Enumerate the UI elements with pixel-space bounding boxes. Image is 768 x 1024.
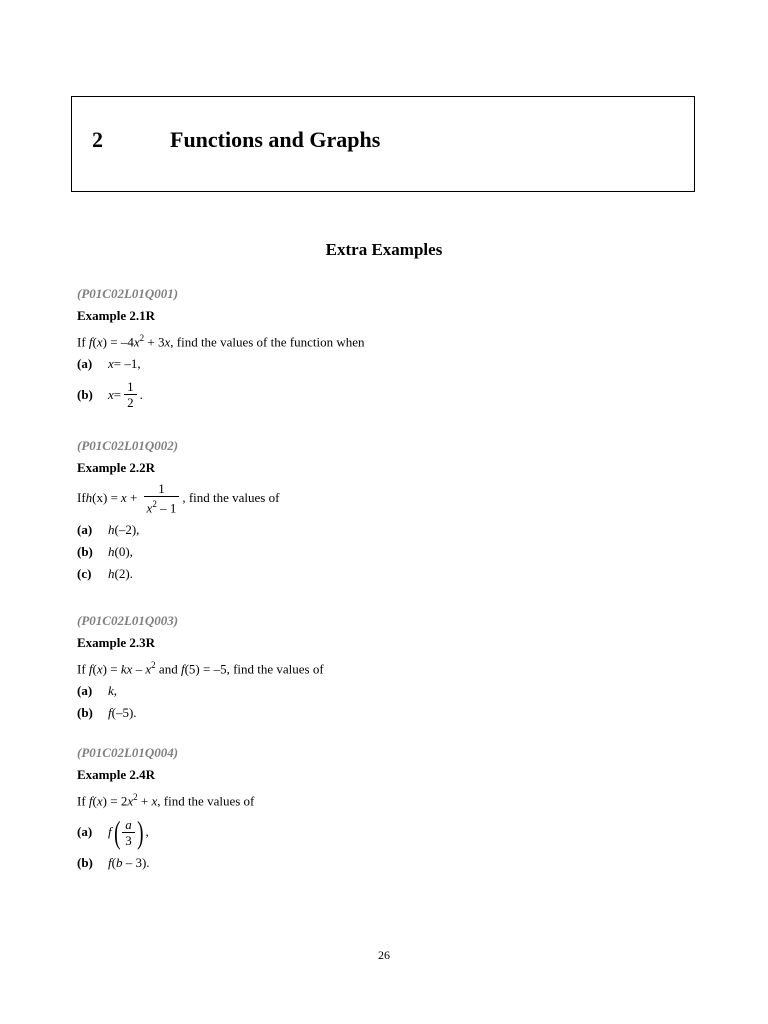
example-part: (a) f ( $\frac{a}{3}$ ) , xyxy=(77,814,149,851)
example-part: (a) k , xyxy=(77,683,118,699)
question-id: (P01C02L01Q003) xyxy=(77,613,179,628)
chapter-header-box xyxy=(71,96,695,192)
example-block xyxy=(77,610,324,724)
example-part: (c) h (2). xyxy=(77,566,133,582)
example-title: Example 2.4R xyxy=(77,767,155,782)
example-stem: If $f(x) = -4x^2 + 3x$, find the values of the function when xyxy=(77,333,365,350)
section-heading: Extra Examples xyxy=(325,240,443,259)
example-title: Example 2.2R xyxy=(77,460,155,475)
example-block xyxy=(77,283,364,410)
fraction: $\frac{a}{3}$ xyxy=(122,817,135,848)
example-part: (b) x = $\frac{1}{2}$ . xyxy=(77,379,143,411)
question-id: (P01C02L01Q004) xyxy=(77,745,179,760)
example-stem: If f(x) = kx – $x^2$ and f(5) = –5, find the values of xyxy=(77,660,324,677)
example-block xyxy=(77,435,279,585)
example-title: Example 2.3R xyxy=(77,635,155,650)
example-title: Example 2.1R xyxy=(77,308,155,323)
example-part: (b) h (0), xyxy=(77,544,133,560)
fraction: $\frac{1}{x^2 - 1}$ xyxy=(144,481,180,515)
question-id: (P01C02L01Q001) xyxy=(77,286,179,301)
fraction: $\frac{1}{2}$ xyxy=(124,379,137,410)
question-id: (P01C02L01Q002) xyxy=(77,438,179,453)
example-part: (a) x = –1, xyxy=(77,356,141,372)
chapter-title: Functions and Graphs xyxy=(170,127,381,152)
example-part: (b) f ( b – 3). xyxy=(77,855,150,871)
example-stem: If $f(x) = 2x^2 + x$, find the values of xyxy=(77,792,255,809)
chapter-number: 2 xyxy=(92,127,103,152)
page-number: 26 xyxy=(378,948,390,962)
example-part: (a) h (–2), xyxy=(77,522,140,538)
example-part: (b) f (–5). xyxy=(77,705,137,721)
example-block xyxy=(77,742,254,874)
example-stem: If h (x) = x + $\frac{1}{x^2 - 1}$ , find the values of xyxy=(77,481,280,516)
